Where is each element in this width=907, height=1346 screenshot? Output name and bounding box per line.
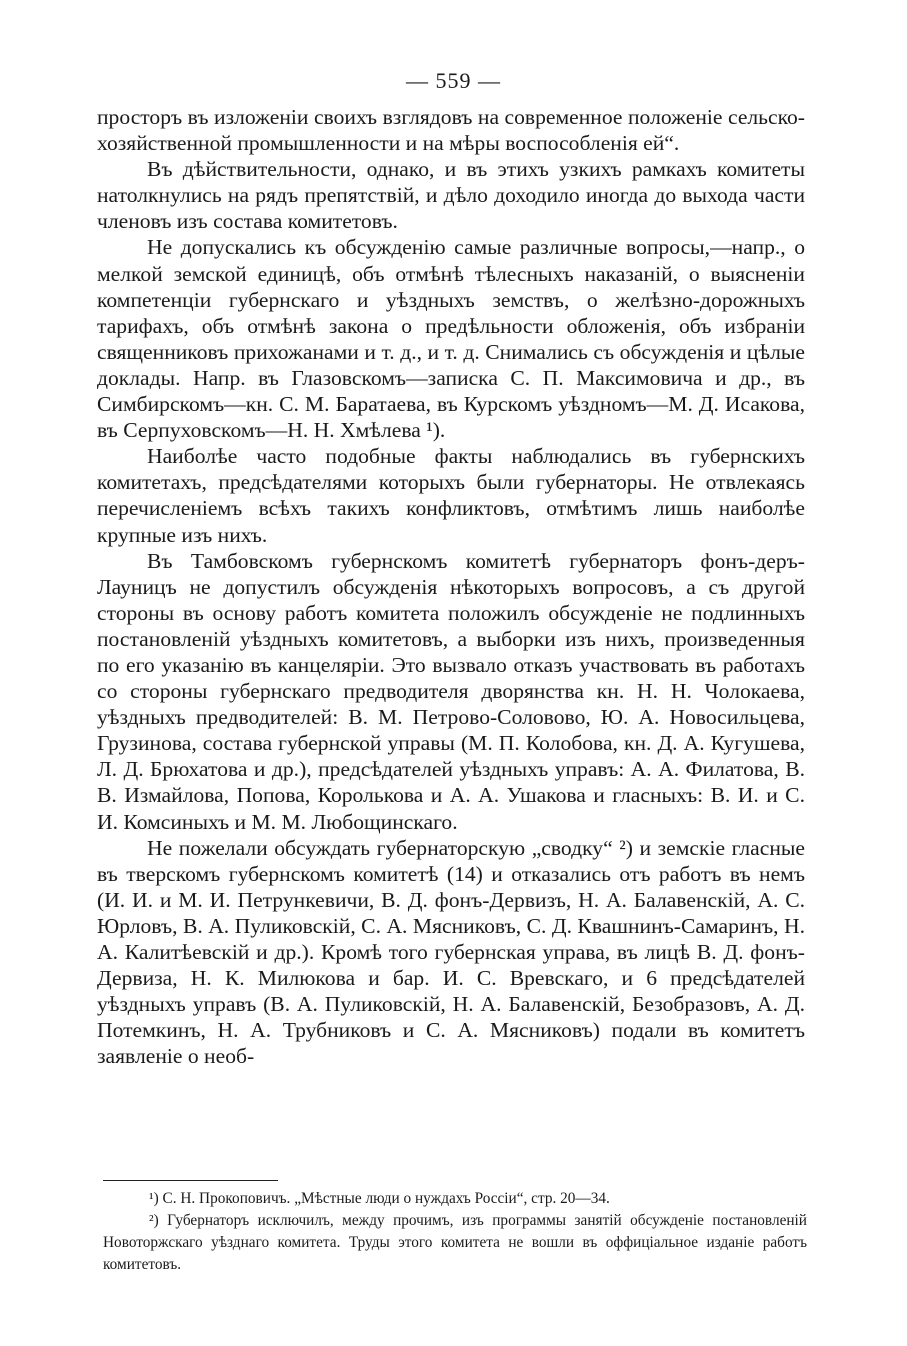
body-text (97, 104, 805, 1069)
paragraph: Наиболѣе часто подобные факты наблюдались въ губернскихъ комитетахъ, предсѣдателями которыхъ были губернаторы. Не отвлекаясь перечисленіемъ всѣхъ такихъ конфликтовъ, отмѣтимъ лишь наиболѣе крупные изъ нихъ. (97, 444, 805, 547)
page-number: — 559 — (406, 68, 501, 93)
paragraph: Не допускались къ обсужденію самые различные вопросы,—напр., о мелкой земской единицѣ, объ отмѣнѣ тѣлесныхъ наказаній, о выясненіи компетенціи губернскаго и уѣздныхъ земствъ, о желѣзно-дорожныхъ тарифахъ, объ отмѣнѣ закона о предѣльности обложенія, объ избраніи священниковъ прихожанами и т. д., и т. д. Снимались съ обсужденія и цѣлые доклады. Напр. въ Глазовскомъ—записка С. П. Максимовича и др., въ Симбирскомъ—кн. С. М. Баратаева, въ Курскомъ уѣздномъ—М. Д. Исакова, въ Серпуховскомъ—Н. Н. Хмѣлева ¹). (97, 235, 805, 443)
footnote: ¹) С. Н. Прокоповичъ. „Мѣстные люди о нуждахъ Россіи“, стр. 20—34. (149, 1190, 610, 1207)
footnote-divider (103, 1180, 278, 1181)
paragraph: Не пожелали обсуждать губернаторскую „сводку“ ²) и земскіе гласные въ тверскомъ губернскомъ комитетѣ (14) и отказались отъ работъ въ немъ (И. И. и М. И. Петрункевичи, В. Д. фонъ-Дервизъ, Н. А. Балавенскій, А. С. Юрловъ, В. А. Пуликовскій, С. А. Мясниковъ, С. Д. Квашнинъ-Самаринъ, Н. А. Калитѣевскій и др.). Кромѣ того губернская управа, въ лицѣ В. Д. фонъ-Дервиза, Н. К. Милюкова и бар. И. С. Вревскаго, и 6 предсѣдателей уѣздныхъ управъ (В. А. Пуликовскій, Н. А. Балавенскій, Безобразовъ, А. Д. Потемкинъ, Н. А. Трубниковъ и С. А. Мясниковъ) подали въ комитетъ заявленіе о необ- (97, 835, 805, 1069)
paragraph: Въ дѣйствительности, однако, и въ этихъ узкихъ рамкахъ комитеты натолкнулись на рядъ препятствій, и дѣло доходило иногда до выхода части членовъ изъ состава комитетовъ. (97, 157, 805, 234)
paragraph: Въ Тамбовскомъ губернскомъ комитетѣ губернаторъ фонъ-деръ-Лауницъ не допустилъ обсужденія нѣкоторыхъ вопросовъ, а съ другой стороны въ основу работъ комитета положилъ обсужденіе не подлинныхъ постановленій уѣздныхъ комитетовъ, а выборки изъ нихъ, произведенныя по его указанію въ канцеляріи. Это вызвало отказъ участвовать въ работахъ со стороны губернскаго предводителя дворянства кн. Н. Н. Чолокаева, уѣздныхъ предводителей: В. М. Петрово-Соловово, Ю. А. Новосильцева, Грузинова, состава губернской управы (М. П. Колобова, кн. Д. А. Кугушева, Л. Д. Брюхатова и др.), предсѣдателей уѣздныхъ управъ: А. А. Филатова, В. В. Измайлова, Попова, Королькова и А. А. Ушакова и гласныхъ: В. И. и С. И. Комсиныхъ и М. М. Любощинскаго. (97, 548, 805, 834)
footnote: ²) Губернаторъ исключилъ, между прочимъ, изъ программы занятій обсужденіе постановленій Новоторжскаго уѣзднаго комитета. Труды этого комитета не вошли въ оффиціальное изданіе работъ комитетовъ. (103, 1212, 807, 1273)
paragraph-continuation: просторъ въ изложеніи своихъ взглядовъ на современное положеніе сельско-хозяйственной промышленности и на мѣры воспособленія ей“. (97, 105, 805, 156)
footnotes (103, 1188, 807, 1276)
